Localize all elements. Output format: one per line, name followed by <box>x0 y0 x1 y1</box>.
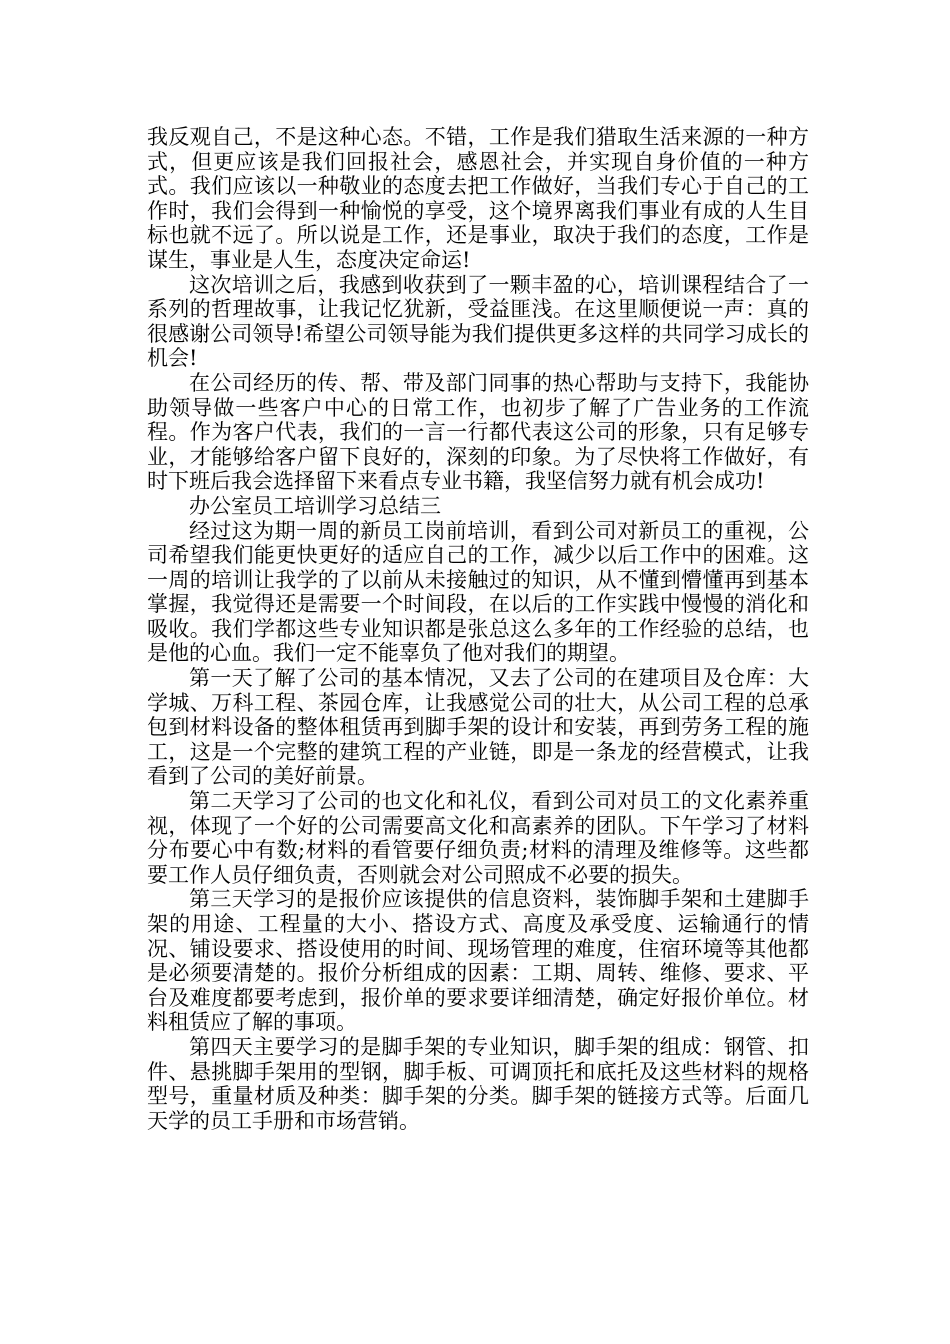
paragraph-3: 在公司经历的传、帮、带及部门同事的热心帮助与支持下，我能协助领导做一些客户中心的日常工作，也初步了解了广告业务的工作流程。作为客户代表，我们的一言一行都代表这公司的形象，只有足够专业，才能够给客户留下良好的，深刻的印象。为了尽快将工作做好，有时下班后我会选择留下来看点专业书籍，我坚信努力就有机会成功! <box>147 370 809 494</box>
paragraph-2: 这次培训之后，我感到收获到了一颗丰盈的心，培训课程结合了一系列的哲理故事，让我记忆犹新，受益匪浅。在这里顺便说一声：真的很感谢公司领导!希望公司领导能为我们提供更多这样的共同学习成长的机会! <box>147 272 809 371</box>
paragraph-8: 第四天主要学习的是脚手架的专业知识，脚手架的组成：钢管、扣件、悬挑脚手架用的型钢，脚手板、可调顶托和底托及这些材料的规格型号，重量材质及种类：脚手架的分类。脚手架的链接方式等。后面几天学的员工手册和市场营销。 <box>147 1034 809 1133</box>
section-heading: 办公室员工培训学习总结三 <box>189 493 441 518</box>
document-page <box>147 125 809 1133</box>
paragraph-5: 第一天了解了公司的基本情况，又去了公司的在建项目及仓库：大学城、万科工程、茶园仓库，让我感觉公司的壮大，从公司工程的总承包到材料设备的整体租赁再到脚手架的设计和安装，再到劳务工程的施工，这是一个完整的建筑工程的产业链，即是一条龙的经营模式，让我看到了公司的美好前景。 <box>147 666 809 789</box>
paragraph-7: 第三天学习的是报价应该提供的信息资料，装饰脚手架和土建脚手架的用途、工程量的大小、搭设方式、高度及承受度、运输通行的情况、铺设要求、搭设使用的时间、现场管理的难度，住宿环境等其他都是必须要清楚的。报价分析组成的因素：工期、周转、维修、要求、平台及难度都要考虑到，报价单的要求要详细清楚，确定好报价单位。材料租赁应了解的事项。 <box>147 887 809 1035</box>
paragraph-4: 经过这为期一周的新员工岗前培训，看到公司对新员工的重视，公司希望我们能更快更好的适应自己的工作，减少以后工作中的困难。这一周的培训让我学的了以前从未接触过的知识，从不懂到懵懂再到基本掌握，我觉得还是需要一个时间段，在以后的工作实践中慢慢的消化和吸收。我们学都这些专业知识都是张总这么多年的工作经验的总结，也是他的心血。我们一定不能辜负了他对我们的期望。 <box>147 518 809 666</box>
paragraph-1: 我反观自己，不是这种心态。不错，工作是我们猎取生活来源的一种方式，但更应该是我们回报社会，感恩社会，并实现自身价值的一种方式。我们应该以一种敬业的态度去把工作做好，当我们专心于自己的工作时，我们会得到一种愉悦的享受，这个境界离我们事业有成的人生目标也就不远了。所以说是工作，还是事业，取决于我们的态度，工作是谋生，事业是人生，态度决定命运! <box>147 125 809 272</box>
paragraph-6: 第二天学习了公司的也文化和礼仪，看到公司对员工的文化素养重视，体现了一个好的公司需要高文化和高素养的团队。下午学习了材料分布要心中有数;材料的看管要仔细负责;材料的清理及维修等。这些都要工作人员仔细负责，否则就会对公司照成不必要的损失。 <box>147 789 809 887</box>
